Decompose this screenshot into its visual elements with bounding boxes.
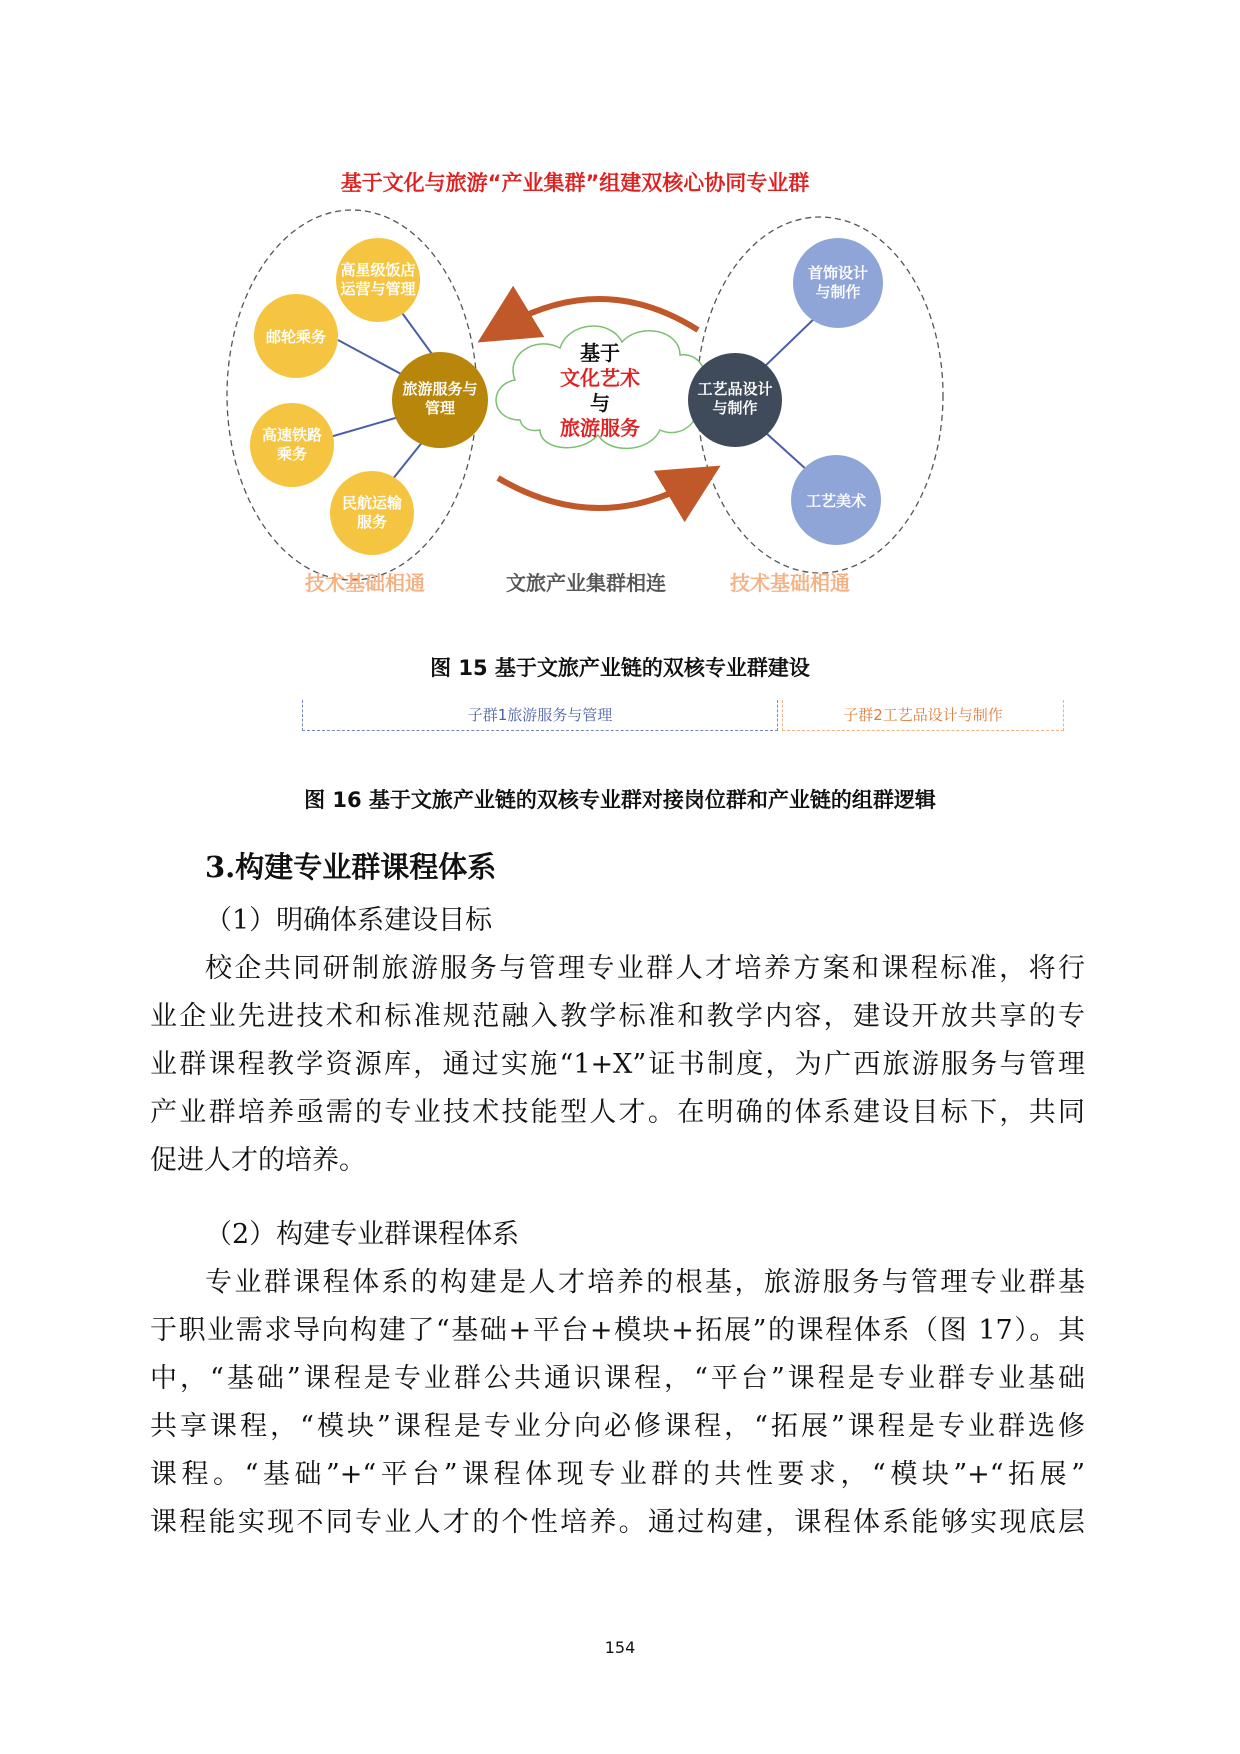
node-label: 乘务 <box>276 445 308 463</box>
paragraph-1-line: 业群课程教学资源库，通过实施“1+X”证书制度，为广西旅游服务与管理 <box>150 1049 1085 1080</box>
paragraph-1-line: 促进人才的培养。 <box>150 1145 366 1176</box>
subsection-1-title: （1）明确体系建设目标 <box>205 905 493 936</box>
node-label: 首饰设计 <box>807 264 869 282</box>
figure15-title: 基于文化与旅游“产业集群”组建双核心协同专业群 <box>340 171 810 195</box>
paragraph-2-line: 专业群课程体系的构建是人才培养的根基，旅游服务与管理专业群基 <box>205 1267 1085 1298</box>
node-label: 工艺品设计 <box>697 380 773 398</box>
center-cloud <box>496 326 705 448</box>
paragraph-2-line: 于职业需求导向构建了“基础+平台+模块+拓展”的课程体系（图 17）。其 <box>150 1315 1085 1346</box>
node-label: 民航运输 <box>341 494 403 512</box>
paragraph-1-line: 校企共同研制旅游服务与管理专业群人才培养方案和课程标准，将行 <box>205 953 1085 984</box>
node-label: 高星级饭店 <box>340 261 416 279</box>
node-cruise <box>254 294 338 378</box>
subgroup1-label: 子群1旅游服务与管理 <box>467 706 613 724</box>
node-aviation <box>330 471 414 555</box>
node-label: 管理 <box>424 399 456 417</box>
node-label: 与制作 <box>815 283 861 301</box>
page-number: 154 <box>604 1638 636 1657</box>
left-core-node <box>392 352 488 448</box>
bottom-left-label: 技术基础相通 <box>305 571 425 595</box>
node-railway <box>250 403 334 487</box>
node-hotel <box>336 238 420 322</box>
paragraph-2-line: 共享课程，“模块”课程是专业分向必修课程，“拓展”课程是专业群选修 <box>150 1411 1085 1442</box>
node-label: 高速铁路 <box>261 426 323 444</box>
node-jewelry <box>793 238 883 328</box>
paragraph-2-line: 课程。“基础”+“平台”课程体现专业群的共性要求，“模块”+“拓展” <box>150 1459 1085 1490</box>
subgroup1-box <box>302 700 778 731</box>
subsection-2-title: （2）构建专业群课程体系 <box>205 1219 520 1250</box>
node-crafts <box>791 455 881 545</box>
node-label: 旅游服务与 <box>402 380 478 398</box>
node-label: 邮轮乘务 <box>265 328 327 346</box>
subgroup2-label: 子群2工艺品设计与制作 <box>843 706 1003 724</box>
paragraph-1-line: 业企业先进技术和标准规范融入教学标准和教学内容，建设开放共享的专 <box>150 1001 1085 1032</box>
top-arrow <box>498 299 698 330</box>
node-label: 运营与管理 <box>340 280 416 298</box>
cloud-text: 文化艺术 <box>560 366 640 390</box>
paragraph-2-line: 课程能实现不同专业人才的个性培养。通过构建，课程体系能够实现底层 <box>150 1507 1085 1538</box>
section-heading: 3.构建专业群课程体系 <box>205 850 497 884</box>
paragraph-2-line: 中，“基础”课程是专业群公共通识课程，“平台”课程是专业群专业基础 <box>150 1363 1085 1394</box>
subgroup2-box <box>782 700 1064 731</box>
node-label: 与制作 <box>712 399 758 417</box>
cloud-text: 旅游服务 <box>560 416 640 440</box>
right-core-node <box>688 353 782 447</box>
paragraph-1-line: 产业群培养亟需的专业技术技能型人才。在明确的体系建设目标下，共同 <box>150 1097 1085 1128</box>
figure15-diagram <box>0 0 1240 640</box>
bottom-arrow <box>498 478 700 508</box>
node-label: 工艺美术 <box>805 492 867 510</box>
cloud-text: 基于 <box>580 341 620 365</box>
bottom-center-label: 文旅产业集群相连 <box>506 571 666 595</box>
cloud-text: 与 <box>590 391 610 415</box>
figure15-caption: 图 15 基于文旅产业链的双核专业群建设 <box>430 656 810 680</box>
node-label: 服务 <box>356 513 388 531</box>
bottom-right-label: 技术基础相通 <box>730 571 850 595</box>
paragraph-2 <box>150 1259 1085 1547</box>
paragraph-1 <box>150 945 1085 1185</box>
figure16-caption: 图 16 基于文旅产业链的双核专业群对接岗位群和产业链的组群逻辑 <box>304 788 936 812</box>
